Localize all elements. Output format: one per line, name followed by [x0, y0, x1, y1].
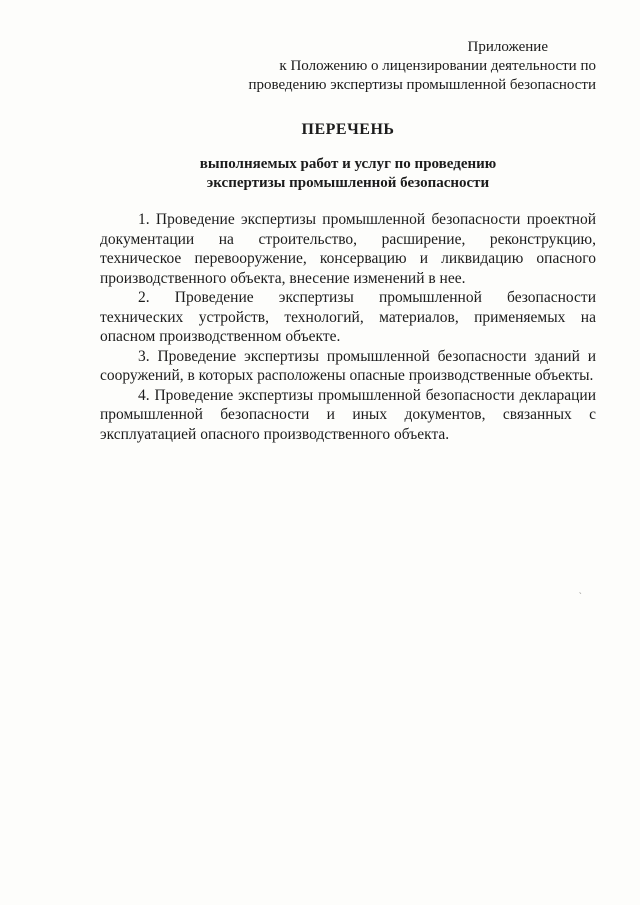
- appendix-header-line-2: к Положению о лицензировании деятельности по: [279, 58, 596, 74]
- paragraph-2: 2. Проведение экспертизы промышленной безопасности технических устройств, технологий, материалов, применяемых на опасном производственном объекте.: [100, 289, 596, 345]
- document-subtitle-line-2: экспертизы промышленной безопасности: [206, 175, 490, 191]
- appendix-header-line-1: Приложение: [467, 39, 548, 55]
- document-subtitle: [100, 155, 596, 193]
- document-body: [100, 210, 596, 444]
- scan-artifact-speck: `: [578, 592, 582, 603]
- document-subtitle-line-1: выполняемых работ и услуг по проведению: [199, 156, 497, 172]
- appendix-header-line-3: проведению экспертизы промышленной безопасности: [248, 77, 596, 93]
- paragraph-4: 4. Проведение экспертизы промышленной безопасности декларации промышленной безопасности и иных документов, связанных с эксплуатацией опасного производственного объекта.: [100, 386, 596, 443]
- appendix-header: [100, 38, 596, 95]
- document-title: ПЕРЕЧЕНЬ: [301, 121, 395, 138]
- paragraph-1: 1. Проведение экспертизы промышленной безопасности проектной документации на строительство, расширение, реконструкцию, техническое перевооружение, консервацию и ликвидацию опасного производственного объекта, внесение изменений в нее.: [100, 211, 596, 287]
- paragraph-3: 3. Проведение экспертизы промышленной безопасности зданий и сооружений, в которых расположены опасные производственные объекты.: [100, 347, 596, 384]
